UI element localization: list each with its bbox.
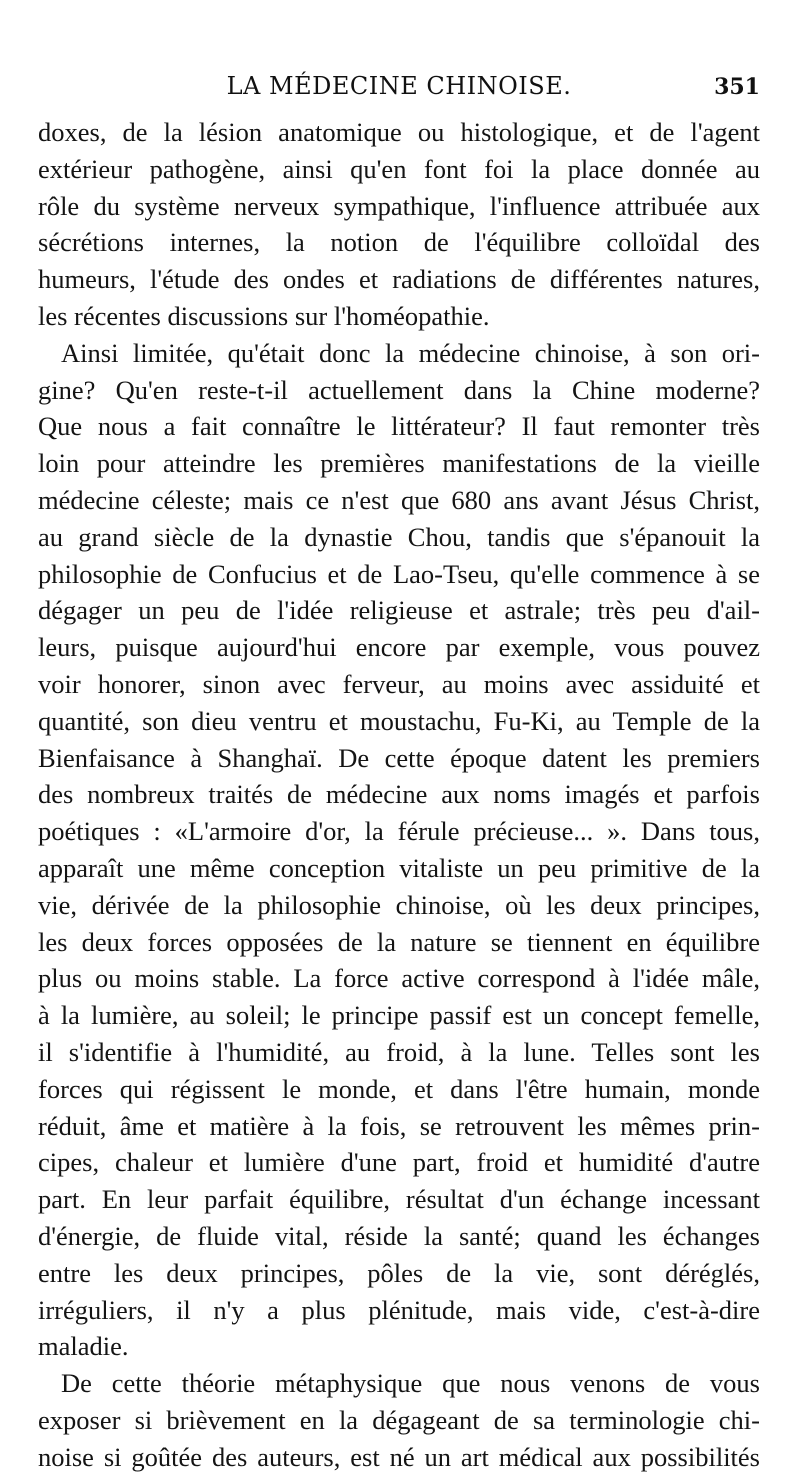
text-line: rôle du système nerveux sympathique, l'influence attribuée aux [38,190,760,221]
page-number: 351 [714,74,760,100]
text-line: loin pour atteindre les premières manifestations de la vieille [38,448,760,479]
text-line: des nombreux traités de médecine aux noms imagés et parfois [38,779,760,810]
body-text [38,114,760,1475]
text-line: dégager un peu de l'idée religieuse et astrale; très peu d'ail- [38,595,760,626]
text-line: plus ou moins stable. La force active correspond à l'idée mâle, [38,963,760,994]
text-line: Que nous a fait connaître le littérateur? Il faut remonter très [38,411,760,442]
text-line: il s'identifie à l'humidité, au froid, à la lune. Telles sont les [38,1036,760,1067]
text-line: irréguliers, il n'y a plus plénitude, mais vide, c'est-à-dire [38,1294,760,1325]
text-line: Bienfaisance à Shanghaï. De cette époque datent les premiers [38,742,760,773]
text-line: philosophie de Confucius et de Lao-Tseu, qu'elle commence à se [38,558,760,589]
text-line: les deux forces opposées de la nature se tiennent en équilibre [38,926,760,957]
text-line: sécrétions internes, la notion de l'équilibre colloïdal des [38,227,760,258]
text-line: leurs, puisque aujourd'hui encore par exemple, vous pouvez [38,632,760,663]
running-title: LA MÉDECINE CHINOISE. [226,72,572,100]
text-line: part. En leur parfait équilibre, résultat d'un échange incessant [38,1184,760,1215]
text-line: entre les deux principes, pôles de la vie, sont déréglés, [38,1257,760,1288]
text-line: poétiques : «L'armoire d'or, la férule précieuse... ». Dans tous, [38,816,760,847]
text-line: maladie. [38,1331,129,1362]
text-line: doxes, de la lésion anatomique ou histologique, et de l'agent [38,117,760,147]
page-header [38,72,760,106]
text-line: vie, dérivée de la philosophie chinoise, où les deux principes, [38,889,760,920]
text-line: noise si goûtée des auteurs, est né un art médical aux possibilités [38,1441,760,1472]
text-line: quantité, son dieu ventru et moustachu, Fu-Ki, au Temple de la [38,705,760,736]
text-line: médecine céleste; mais ce n'est que 680 ans avant Jésus Christ, [38,484,760,515]
paragraph-first-line: De cette théorie métaphysique que nous venons de vous [61,1368,760,1399]
paragraph-first-line: Ainsi limitée, qu'était donc la médecine chinoise, à son ori- [61,337,760,368]
text-line: apparaît une même conception vitaliste un peu primitive de la [38,852,760,883]
text-line: les récentes discussions sur l'homéopathie. [38,300,490,331]
text-line: au grand siècle de la dynastie Chou, tandis que s'épanouit la [38,521,760,552]
text-line: forces qui régissent le monde, et dans l'être humain, monde [38,1073,760,1104]
text-line: gine? Qu'en reste-t-il actuellement dans la Chine moderne? [38,374,760,405]
text-line: d'énergie, de fluide vital, réside la santé; quand les échanges [38,1220,760,1251]
text-line: humeurs, l'étude des ondes et radiations de différentes natures, [38,264,760,295]
text-line: exposer si brièvement en la dégageant de sa terminologie chi- [38,1404,760,1435]
text-line: extérieur pathogène, ainsi qu'en font foi la place donnée au [38,153,760,184]
text-line: cipes, chaleur et lumière d'une part, froid et humidité d'autre [38,1147,760,1178]
text-line: voir honorer, sinon avec ferveur, au moins avec assiduité et [38,668,760,699]
text-line: réduit, âme et matière à la fois, se retrouvent les mêmes prin- [38,1110,760,1141]
text-line: à la lumière, au soleil; le principe passif est un concept femelle, [38,1000,760,1031]
